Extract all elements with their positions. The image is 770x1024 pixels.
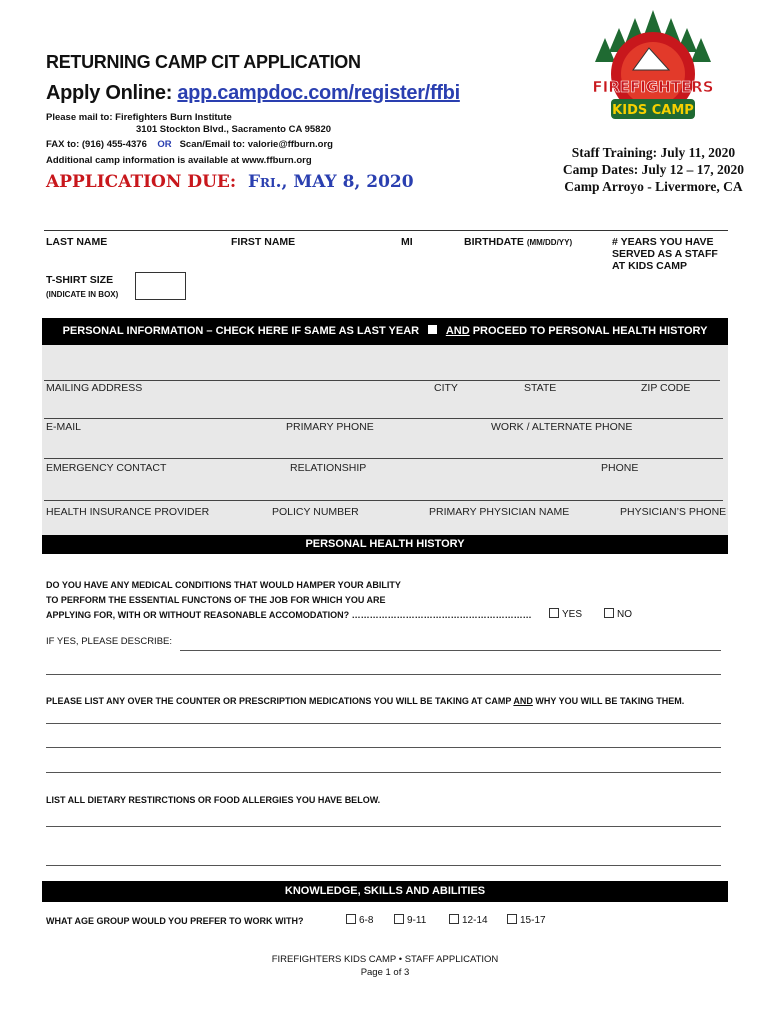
apply-url-link[interactable]: app.campdoc.com/register/ffbi [177, 82, 460, 104]
dietary-line-2[interactable] [46, 865, 721, 866]
fax-email-line: FAX to: (916) 455-4376 OR Scan/Email to: valorie@ffburn.org [46, 139, 333, 150]
zip-label: ZIP CODE [641, 382, 691, 394]
address-line[interactable] [44, 380, 720, 381]
dietary-question: LIST ALL DIETARY RESTIRCTIONS OR FOOD ALLERGIES YOU HAVE BELOW. [46, 795, 381, 805]
insurance-label: HEALTH INSURANCE PROVIDER [46, 506, 210, 518]
medications-line-3[interactable] [46, 772, 721, 773]
work-phone-label: WORK / ALTERNATE PHONE [491, 421, 633, 433]
age-checkbox[interactable] [394, 914, 404, 924]
age-group-question: WHAT AGE GROUP WOULD YOU PREFER TO WORK WITH? [46, 916, 304, 926]
footer-title: FIREFIGHTERS KIDS CAMP • STAFF APPLICATION [271, 954, 499, 965]
first-name-label: FIRST NAME [231, 236, 296, 248]
tshirt-label: T-SHIRT SIZE [46, 274, 114, 286]
relationship-label: RELATIONSHIP [290, 462, 367, 474]
years-served-label: # YEARS YOU HAVE SERVED AS A STAFF AT KIDS CAMP [612, 236, 718, 272]
health-history-bar: PERSONAL HEALTH HISTORY [42, 535, 728, 554]
primary-phone-label: PRIMARY PHONE [286, 421, 374, 433]
mail-to-line: Please mail to: Firefighters Burn Institute [46, 112, 232, 123]
application-due: APPLICATION DUE: Fri., MAY 8, 2020 [46, 172, 414, 192]
medical-question: DO YOU HAVE ANY MEDICAL CONDITIONS THAT WOULD HAMPER YOUR ABILITY TO PERFORM THE ESSENTIAL FUNCTONS OF THE JOB FOR WHICH YOU ARE APPLYING FOR, WITH OR WITHOUT REASONABLE ACCOMODATION? …………………………………………………… [46, 580, 532, 620]
last-name-label: LAST NAME [46, 236, 108, 248]
medications-line-1[interactable] [46, 723, 721, 724]
page-title: RETURNING CAMP CIT APPLICATION [46, 52, 361, 72]
age-checkbox[interactable] [449, 914, 459, 924]
camp-dates: Camp Dates: July 12 – 17, 2020 [562, 162, 744, 177]
mailing-address-label: MAILING ADDRESS [46, 382, 143, 394]
yes-option[interactable]: YES [549, 608, 582, 620]
camp-location: Camp Arroyo - Livermore, CA [564, 179, 743, 194]
same-as-last-year-checkbox[interactable] [428, 325, 437, 334]
kids-camp-logo [583, 8, 723, 132]
phone-label: PHONE [601, 462, 639, 474]
describe-line[interactable] [180, 650, 721, 651]
state-label: STATE [524, 382, 557, 394]
page-number: Page 1 of 3 [360, 967, 410, 978]
insurance-line[interactable] [44, 500, 723, 501]
email-line[interactable] [44, 418, 723, 419]
svg-text:FIREFIGHTERS: FIREFIGHTERS [592, 78, 714, 96]
email-label: E-MAIL [46, 421, 82, 433]
birthdate-label: BIRTHDATE (MM/DD/YY) [464, 236, 573, 248]
city-label: CITY [434, 382, 458, 394]
tshirt-size-box[interactable] [135, 272, 186, 300]
info-line: Additional camp information is available at www.ffburn.org [46, 155, 312, 166]
apply-online: Apply Online: app.campdoc.com/register/ffbi [46, 82, 460, 104]
no-option[interactable]: NO [604, 608, 632, 620]
ksa-bar: KNOWLEDGE, SKILLS AND ABILITIES [42, 881, 728, 902]
age-checkbox[interactable] [346, 914, 356, 924]
divider [44, 230, 728, 231]
mi-label: MI [401, 236, 413, 248]
dietary-line-1[interactable] [46, 826, 721, 827]
describe-line-2[interactable] [46, 674, 721, 675]
personal-info-bar: PERSONAL INFORMATION – CHECK HERE IF SAME AS LAST YEAR AND PROCEED TO PERSONAL HEALTH HISTORY [42, 318, 728, 345]
age-option-9-11[interactable]: 9-11 [394, 914, 426, 926]
age-option-12-14[interactable]: 12-14 [449, 914, 488, 926]
emergency-contact-label: EMERGENCY CONTACT [46, 462, 167, 474]
yes-checkbox[interactable] [549, 608, 559, 618]
physician-label: PRIMARY PHYSICIAN NAME [429, 506, 570, 518]
medications-question: PLEASE LIST ANY OVER THE COUNTER OR PRESCRIPTION MEDICATIONS YOU WILL BE TAKING AT CAMP AND WHY YOU WILL BE TAKING THEM. [46, 696, 685, 706]
no-checkbox[interactable] [604, 608, 614, 618]
medications-line-2[interactable] [46, 747, 721, 748]
tshirt-hint: (INDICATE IN BOX) [46, 290, 119, 299]
mail-address: 3101 Stockton Blvd., Sacramento CA 95820 [136, 124, 332, 135]
camp-dates-block [563, 144, 744, 195]
age-option-6-8[interactable]: 6-8 [346, 914, 373, 926]
describe-label: IF YES, PLEASE DESCRIBE: [46, 636, 173, 647]
age-checkbox[interactable] [507, 914, 517, 924]
physician-phone-label: PHYSICIAN’S PHONE [620, 506, 727, 518]
logo-graphic [583, 8, 723, 132]
svg-text:KIDS CAMP: KIDS CAMP [612, 103, 694, 118]
staff-training: Staff Training: July 11, 2020 [571, 145, 736, 160]
age-option-15-17[interactable]: 15-17 [507, 914, 546, 926]
policy-label: POLICY NUMBER [272, 506, 359, 518]
emergency-line[interactable] [44, 458, 723, 459]
